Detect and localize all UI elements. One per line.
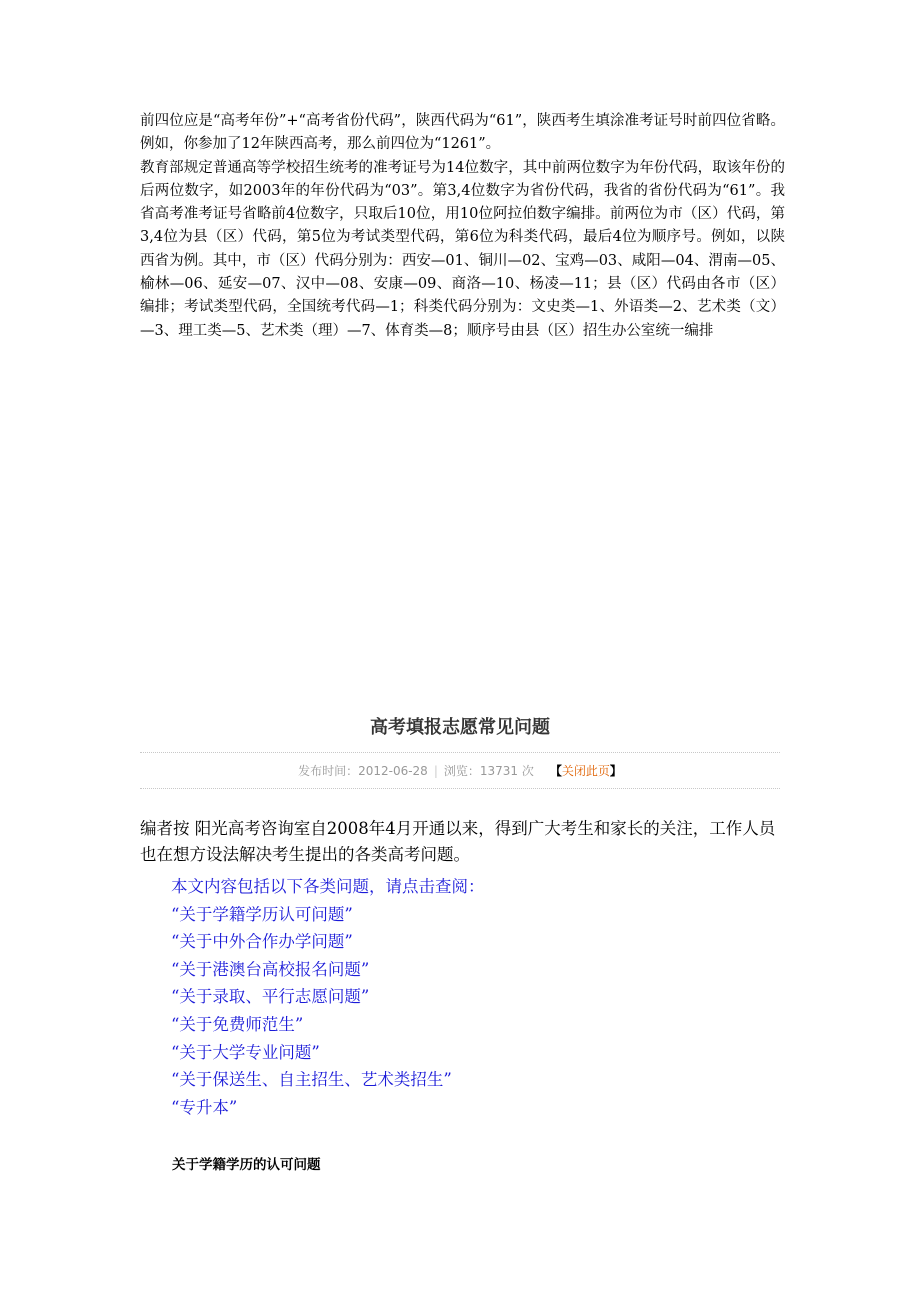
close-page-link[interactable] bbox=[550, 764, 622, 778]
table-of-contents bbox=[140, 873, 785, 1121]
meta-separator: | bbox=[433, 764, 438, 778]
intro-text bbox=[140, 110, 785, 343]
title-divider-top bbox=[140, 752, 780, 753]
close-bracket-close: 】 bbox=[609, 764, 622, 778]
toc-list bbox=[140, 901, 785, 1122]
toc-link-university-majors[interactable]: “关于大学专业问题” bbox=[171, 1042, 320, 1062]
editor-note: 编者按 阳光高考咨询室自2008年4月开通以来，得到广大考生和家长的关注，工作人员也在想方设法解决考生提出的各类高考问题。 bbox=[140, 819, 776, 864]
intro-paragraph-2: 教育部规定普通高等学校招生统考的准考证号为14位数字，其中前两位数字为年份代码，取该年份的后两位数字，如2003年的年份代码为“03”。第3,4位数字为省份代码，我省的省份代码为“61”。我省高考准考证号省略前4位数字，只取后10位，用10位阿拉伯数字编排。前两位为市（区）代码，第3,4位为县（区）代码，第5位为考试类型代码，第6位为科类代码，最后4位为顺序号。例如，以陕西省为例。其中，市（区）代码分别为：西安—01、铜川—02、宝鸡—03、咸阳—04、渭南—05、榆林—06、延安—07、汉中—08、安康—09、商洛—10、杨凌—11；县（区）代码由各市（区）编排；考试类型代码，全国统考代码—1；科类代码分别为：文史类—1、外语类—2、艺术类（文）—3、理工类—5、艺术类（理）—7、体育类—8；顺序号由县（区）招生办公室统一编排 bbox=[140, 159, 785, 339]
close-page-label: 关闭此页 bbox=[561, 764, 610, 778]
section-heading: 关于学籍学历的认可问题 bbox=[172, 1157, 321, 1173]
publish-date: 发布时间：2012-06-28 bbox=[298, 764, 428, 778]
toc-link-admission-parallel[interactable]: “关于录取、平行志愿问题” bbox=[171, 987, 370, 1007]
article-title: 高考填报志愿常见问题 bbox=[370, 717, 550, 738]
title-divider-bottom bbox=[140, 788, 780, 789]
toc-link-free-normal-students[interactable]: “关于免费师范生” bbox=[171, 1014, 304, 1034]
close-bracket-open: 【 bbox=[549, 764, 562, 778]
toc-link-joint-programs[interactable]: “关于中外合作办学问题” bbox=[171, 932, 353, 952]
toc-link-upgrade-degree[interactable]: “专升本” bbox=[171, 1097, 238, 1117]
toc-link-special-admissions[interactable]: “关于保送生、自主招生、艺术类招生” bbox=[171, 1070, 452, 1090]
toc-intro: 本文内容包括以下各类问题，请点击查阅： bbox=[171, 877, 485, 896]
article-meta bbox=[140, 761, 780, 781]
toc-link-academic-recognition[interactable]: “关于学籍学历认可问题” bbox=[171, 904, 353, 924]
intro-paragraph-1: 前四位应是“高考年份”+“高考省份代码”，陕西代码为“61”，陕西考生填涂准考证号时前四位省略。例如，你参加了12年陕西高考，那么前四位为“1261”。 bbox=[140, 113, 785, 153]
view-count: 浏览：13731 次 bbox=[443, 764, 534, 778]
toc-link-hk-macao-taiwan[interactable]: “关于港澳台高校报名问题” bbox=[171, 959, 370, 979]
